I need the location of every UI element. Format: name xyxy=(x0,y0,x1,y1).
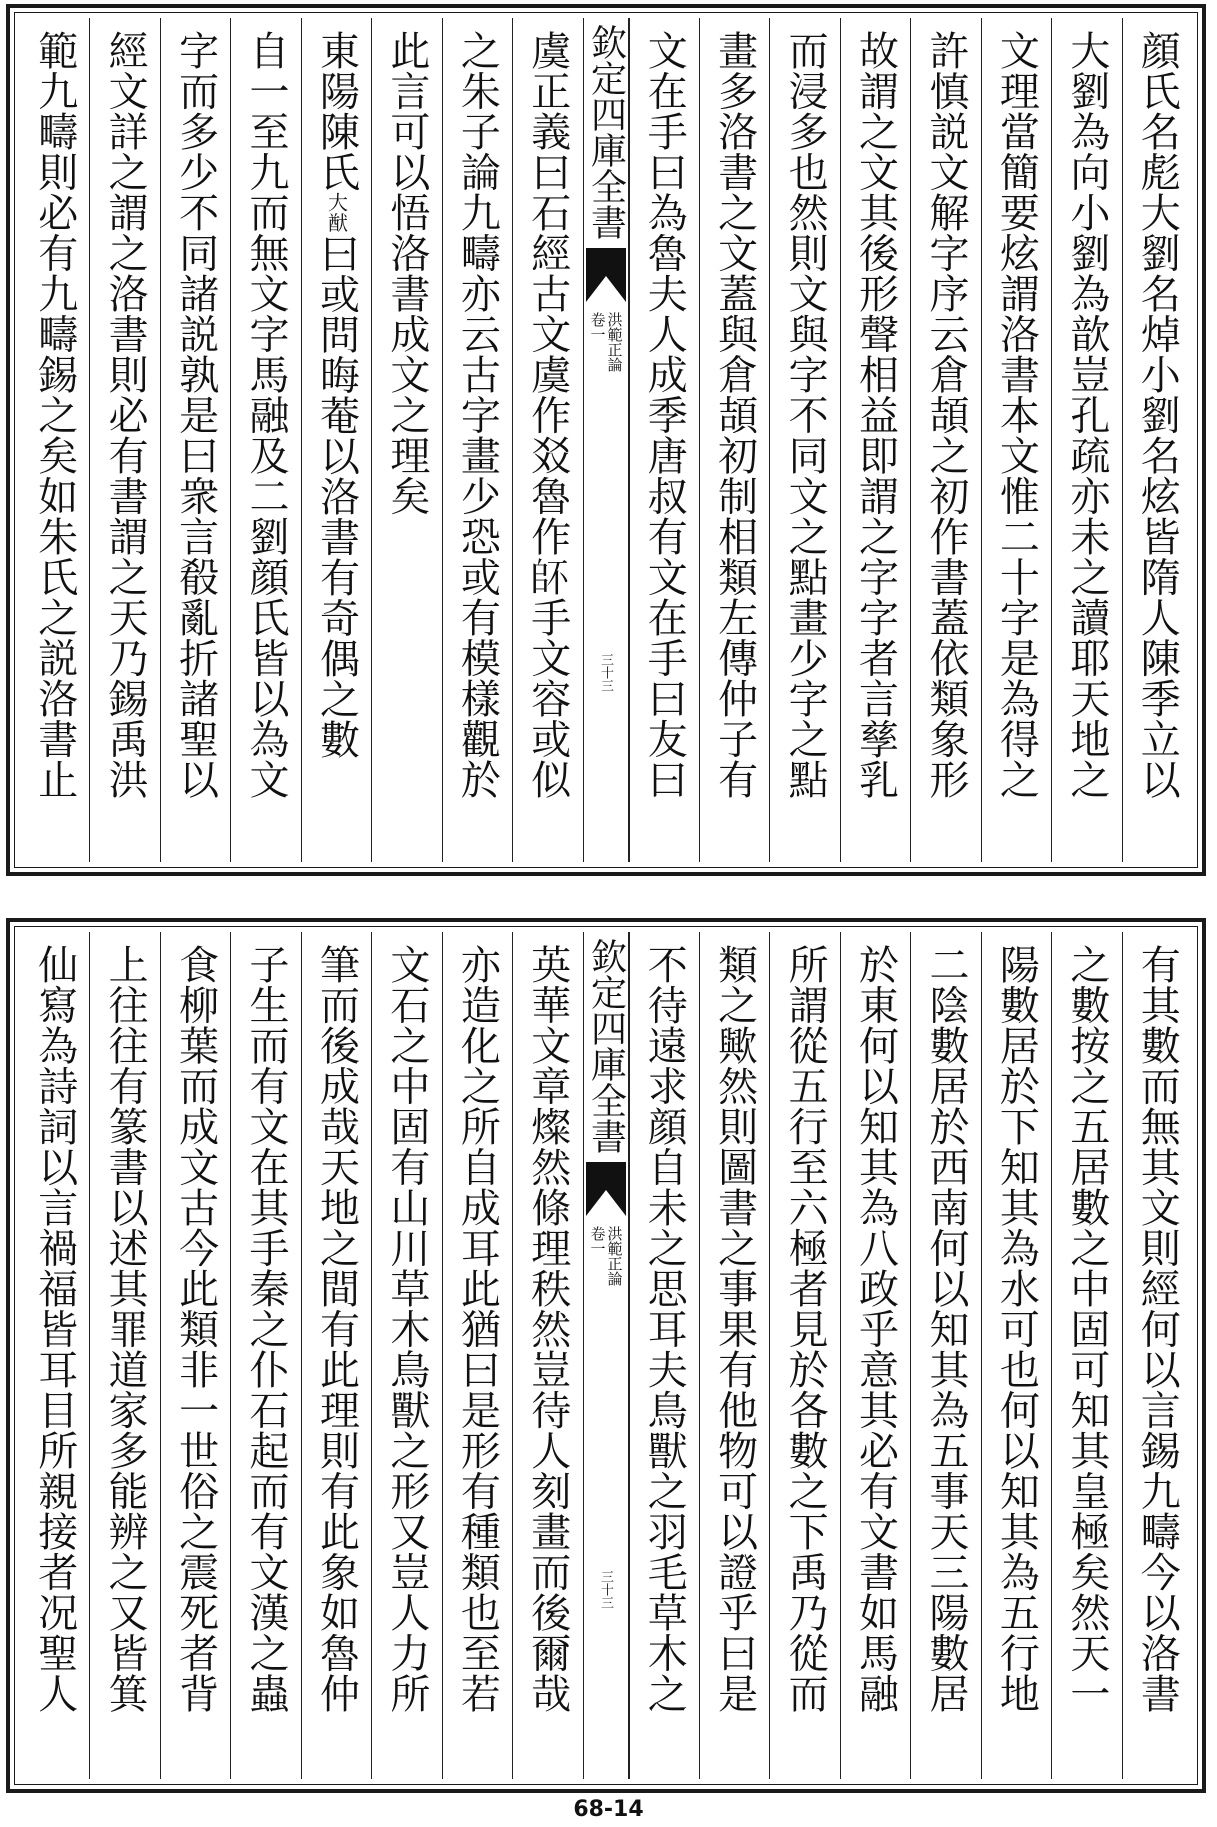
text-column xyxy=(840,18,910,862)
center-book-title: 洪範正論 xyxy=(605,1226,624,1286)
interlinear-note: 大猷 xyxy=(324,192,349,233)
text-column xyxy=(981,932,1051,1779)
text-column xyxy=(89,932,159,1779)
text-column xyxy=(512,932,582,1779)
center-volume: 卷一 xyxy=(588,1226,607,1256)
text-columns xyxy=(20,932,1192,1779)
column-text: 不待遠求顔自未之思耳夫鳥獸之羽毛草木之 xyxy=(641,944,688,1714)
text-columns xyxy=(20,18,1192,862)
column-text: 範九疇則必有九疇錫之矣如朱氏之説洛書止 xyxy=(31,30,78,800)
center-volume: 卷一 xyxy=(588,312,607,342)
text-column xyxy=(840,932,910,1779)
text-column xyxy=(699,18,769,862)
text-column xyxy=(1122,18,1192,862)
text-column xyxy=(160,932,230,1779)
column-text: 自一至九而無文字馬融及二劉顔氏皆以為文 xyxy=(243,30,290,800)
column-text: 於東何以知其為八政乎意其必有文書如馬融 xyxy=(852,944,899,1714)
text-column xyxy=(230,932,300,1779)
text-column xyxy=(769,18,839,862)
column-text: 子生而有文在其手秦之仆石起而有文漢之蟲 xyxy=(243,944,290,1714)
column-text: 而浸多也然則文與字不同文之點畫少字之點 xyxy=(782,30,829,800)
column-text: 虞正義曰石經古文虞作㸚魯作𠂾手文容或似 xyxy=(524,30,571,800)
column-text: 筆而後成哉天地之間有此理則有此象如魯仲 xyxy=(313,944,360,1714)
column-text: 類之歟然則圖書之事果有他物可以證乎曰是 xyxy=(711,944,758,1714)
column-text: 亦造化之所自成耳此猶曰是形有種類也至若 xyxy=(454,944,501,1714)
text-column xyxy=(20,932,89,1779)
column-text: 有其數而無其文則經何以言錫九疇今以洛書 xyxy=(1134,944,1181,1714)
text-column xyxy=(89,18,159,862)
column-text: 食柳葉而成文古今此類非一世俗之震死者背 xyxy=(172,944,219,1714)
text-column xyxy=(629,18,699,862)
column-text: 許慎説文解字序云倉頡之初作書蓋依類象形 xyxy=(922,30,969,800)
center-title: 欽定四庫全書 xyxy=(585,938,627,1154)
text-column xyxy=(371,932,441,1779)
column-text: 陽數居於下知其為水可也何以知其為五行地 xyxy=(993,944,1040,1714)
center-fold xyxy=(583,18,629,862)
page-bottom xyxy=(6,918,1206,1793)
column-text: 之數按之五居數之中固可知其皇極矣然天一 xyxy=(1063,944,1110,1714)
text-column xyxy=(699,932,769,1779)
column-text: 文在手曰為魯夫人成季唐叔有文在手曰友曰 xyxy=(641,30,688,800)
column-text: 大劉為向小劉為歆豈孔疏亦未之讀耶天地之 xyxy=(1063,30,1110,800)
text-column xyxy=(910,932,980,1779)
column-text xyxy=(313,30,360,862)
center-fold xyxy=(583,932,629,1779)
text-column xyxy=(1051,932,1121,1779)
column-text: 上往往有篆書以述其罪道家多能辨之又皆箕 xyxy=(102,944,149,1714)
column-text-part: 東陽陳氏 xyxy=(313,30,360,192)
text-column xyxy=(981,18,1051,862)
column-text: 所謂從五行至六極者見於各數之下禹乃從而 xyxy=(782,944,829,1714)
center-subtitle xyxy=(590,1226,622,1286)
column-text: 顔氏名彪大劉名焯小劉名炫皆隋人陳季立以 xyxy=(1134,30,1181,800)
column-text-part: 曰或問晦菴以洛書有奇偶之數 xyxy=(313,233,360,760)
text-column xyxy=(20,18,89,862)
text-column xyxy=(629,932,699,1779)
text-column xyxy=(160,18,230,862)
text-column xyxy=(442,932,512,1779)
center-book-title: 洪範正論 xyxy=(605,312,624,372)
column-text: 英華文章燦然條理秩然豈待人刻畫而後爾哉 xyxy=(524,944,571,1714)
text-column xyxy=(371,18,441,862)
folio-number: 三十三 xyxy=(598,653,613,692)
column-text: 經文詳之謂之洛書則必有書謂之天乃錫禹洪 xyxy=(102,30,149,800)
column-text: 字而多少不同諸説孰是曰衆言殽亂折諸聖以 xyxy=(172,30,219,800)
column-text: 此言可以悟洛書成文之理矣 xyxy=(383,30,430,516)
text-column xyxy=(1051,18,1121,862)
fishtail-mark-icon xyxy=(586,1162,626,1216)
center-title: 欽定四庫全書 xyxy=(585,24,627,240)
center-subtitle xyxy=(590,312,622,372)
text-column xyxy=(301,18,371,862)
column-text: 畫多洛書之文蓋與倉頡初制相類左傳仲子有 xyxy=(711,30,758,800)
page-top xyxy=(6,4,1206,876)
column-text: 文理當簡要炫謂洛書本文惟二十字是為得之 xyxy=(993,30,1040,800)
text-column xyxy=(769,932,839,1779)
folio-number: 三十三 xyxy=(598,1570,613,1609)
page-number-footer: 68-14 xyxy=(573,1797,644,1822)
text-column xyxy=(230,18,300,862)
column-text: 之朱子論九疇亦云古字畫少恐或有模樣觀於 xyxy=(454,30,501,800)
text-column xyxy=(512,18,582,862)
column-text: 仙寫為詩詞以言禍福皆耳目所親接者况聖人 xyxy=(31,944,78,1714)
text-column xyxy=(910,18,980,862)
column-text: 文石之中固有山川草木鳥獸之形又豈人力所 xyxy=(383,944,430,1714)
text-column xyxy=(301,932,371,1779)
fishtail-mark-icon xyxy=(586,248,626,302)
text-column xyxy=(442,18,512,862)
column-text: 故謂之文其後形聲相益即謂之字字者言孳乳 xyxy=(852,30,899,800)
column-text: 二陰數居於西南何以知其為五事天三陽數居 xyxy=(922,944,969,1714)
text-column xyxy=(1122,932,1192,1779)
